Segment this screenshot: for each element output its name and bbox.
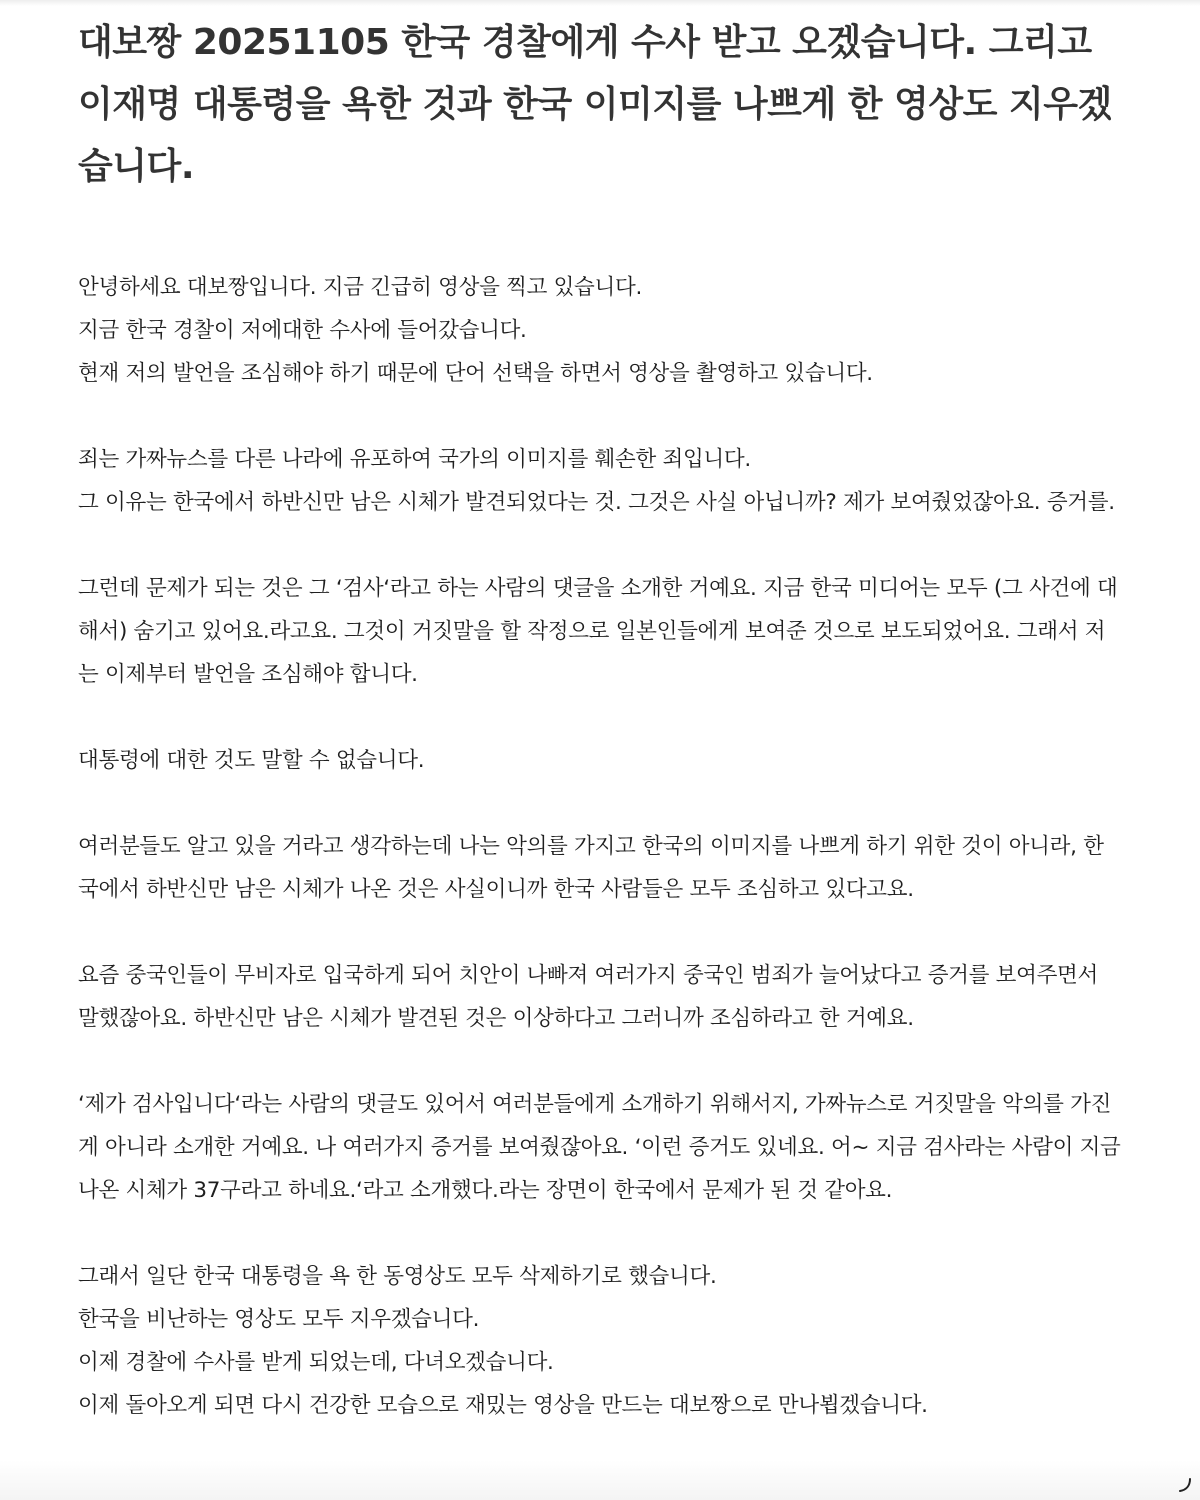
bottom-shadow: [0, 1460, 1200, 1500]
paragraph-line: 그 이유는 한국에서 하반신만 남은 시체가 발견되었다는 것. 그것은 사실 아닙니까? 제가 보여줬었잖아요. 증거를.: [78, 490, 1115, 515]
paragraph-line: 이제 경찰에 수사를 받게 되었는데, 다녀오겠습니다.: [78, 1350, 554, 1375]
article-paragraph: [78, 825, 1124, 911]
paragraph-line: 죄는 가짜뉴스를 다른 나라에 유포하여 국가의 이미지를 훼손한 죄입니다.: [78, 447, 751, 472]
paragraph-line: 요즘 중국인들이 무비자로 입국하게 되어 치안이 나빠져 여러가지 중국인 범죄가 늘어났다고 증거를 보여주면서 말했잖아요. 하반신만 남은 시체가 발견된 것은 이상하다고 그러니까 조심하라고 한 거예요.: [78, 963, 1098, 1031]
corner-curve-icon: [1178, 1478, 1192, 1492]
article-paragraph: [78, 954, 1124, 1040]
paragraph-line: 여러분들도 알고 있을 거라고 생각하는데 나는 악의를 가지고 한국의 이미지를 나쁘게 하기 위한 것이 아니라, 한국에서 하반신만 남은 시체가 나온 것은 사실이니까 한국 사람들은 모두 조심하고 있다고요.: [78, 834, 1104, 902]
article-paragraph: [78, 438, 1124, 524]
paragraph-line: 그래서 일단 한국 대통령을 욕 한 동영상도 모두 삭제하기로 했습니다.: [78, 1264, 717, 1289]
article-paragraph: [78, 1255, 1124, 1427]
paragraph-line: 안녕하세요 대보짱입니다. 지금 긴급히 영상을 찍고 있습니다.: [78, 275, 643, 300]
paragraph-line: 이제 돌아오게 되면 다시 건강한 모습으로 재밌는 영상을 만드는 대보짱으로 만나뵙겠습니다.: [78, 1393, 928, 1418]
paragraph-line: 그런데 문제가 되는 것은 그 ‘검사‘라고 하는 사람의 댓글을 소개한 거예요. 지금 한국 미디어는 모두 (그 사건에 대해서) 숨기고 있어요.라고요. 그것이 거짓말을 할 작정으로 일본인들에게 보여준 것으로 보도되었어요. 그래서 저는 이제부터 발언을 조심해야 합니다.: [78, 576, 1118, 687]
paragraph-line: 대통령에 대한 것도 말할 수 없습니다.: [78, 748, 425, 773]
top-shadow: [0, 0, 1200, 6]
article-paragraph: [78, 567, 1124, 696]
article: [78, 12, 1124, 1427]
article-paragraph: [78, 266, 1124, 395]
paragraph-line: 현재 저의 발언을 조심해야 하기 때문에 단어 선택을 하면서 영상을 촬영하고 있습니다.: [78, 361, 873, 386]
article-paragraph: [78, 1083, 1124, 1212]
paragraph-line: 지금 한국 경찰이 저에대한 수사에 들어갔습니다.: [78, 318, 527, 343]
article-body: [78, 266, 1124, 1427]
article-title: 대보짱 20251105 한국 경찰에게 수사 받고 오겠습니다. 그리고 이재명 대통령을 욕한 것과 한국 이미지를 나쁘게 한 영상도 지우겠습니다.: [78, 22, 1112, 187]
paragraph-line: 한국을 비난하는 영상도 모두 지우겠습니다.: [78, 1307, 480, 1332]
paragraph-line: ‘제가 검사입니다‘라는 사람의 댓글도 있어서 여러분들에게 소개하기 위해서지, 가짜뉴스로 거짓말을 악의를 가진 게 아니라 소개한 거예요. 나 여러가지 증거를 보여줬잖아요. ‘이런 증거도 있네요. 어~ 지금 검사라는 사람이 지금 나온 시체가 37구라고 하네요.‘라고 소개했다.라는 장면이 한국에서 문제가 된 것 같아요.: [78, 1092, 1121, 1203]
article-paragraph: [78, 739, 1124, 782]
